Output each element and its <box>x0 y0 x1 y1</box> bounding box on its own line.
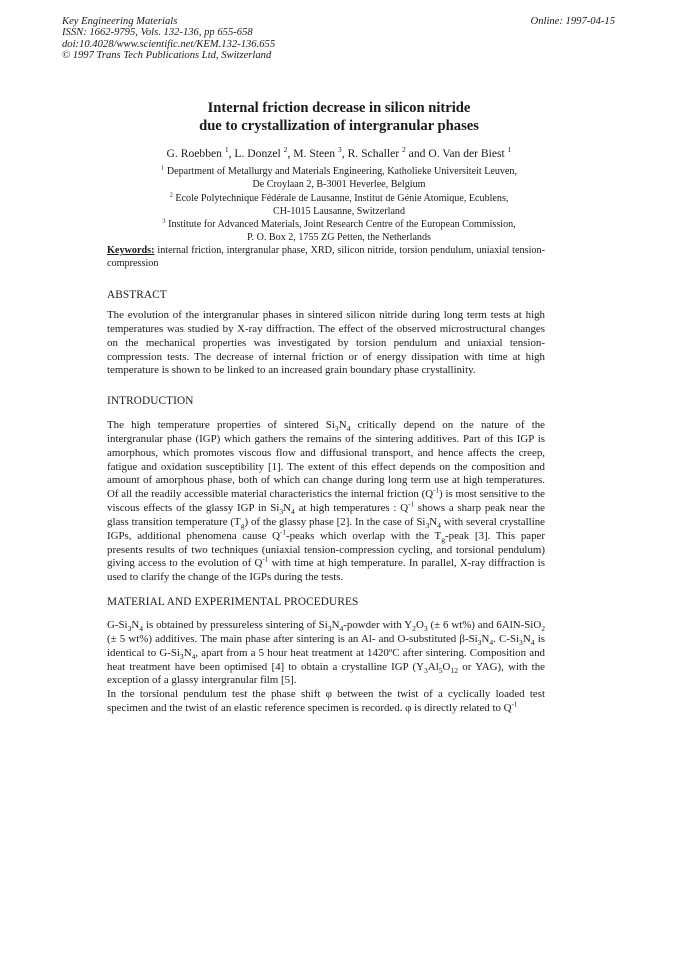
author-name: G. Roebben <box>166 147 222 160</box>
affiliation-3-address: P. O. Box 2, 1755 ZG Petten, the Netherlands <box>247 232 431 244</box>
materials-heading: MATERIAL AND EXPERIMENTAL PROCEDURES <box>107 596 359 608</box>
affiliation-2: $^2$ Ecole Polytechnique Fédérale de Lausanne, Institut de Génie Atomique, Ecublens, <box>169 191 509 204</box>
author-name: R. Schaller <box>347 147 400 160</box>
affiliations <box>0 165 678 245</box>
abstract-heading: ABSTRACT <box>107 289 167 301</box>
materials-paragraph-2: In the torsional pendulum test the phase shift φ between the twist of a cyclically loaded test specimen and the twist of an elastic reference specimen is recorded. φ is directly related to $Q^{-1}$ <box>107 688 545 715</box>
title-line-1: Internal friction decrease in silicon nitride <box>207 100 471 116</box>
copyright-line: © 1997 Trans Tech Publications Ltd, Switzerland <box>62 50 272 62</box>
doi-line: doi:10.4028/www.scientific.net/KEM.132-136.655 <box>62 38 276 50</box>
introduction-text: The high temperature properties of sintered $Si_3N_4$ critically depend on the nature of the intergranular phase (IGP) which gathers the remains of the sintering additives. Part of this IGP is amorphous, which promotes viscous flow and diffusional transport, and hence affects the creep, fatigue and oxidation susceptibility [1]. The extent of this effect depends on the composition and amount of amorphous phase, both of which can change during long term use at high temperatures. Of all the readily accessible material characteristics the internal friction $(Q^{-1})$ is most sensitive to the viscous effects of the glassy IGP in $Si_3N_4$ at high temperatures : $Q^{-1}$ shows a sharp peak near the glass transition temperature $(T_g)$ of the glassy phase [2]. In the case of $Si_3N_4$ with several crystalline IGPs, additional phenomena cause $Q^{-1}$-peaks which overlap with the $T_g$-peak [3]. This paper presents results of two techniques (uniaxial tension-compression cycling, and torsional pendulum) giving access to the evolution of $Q^{-1}$ with time at high temperature. In parallel, X-ray diffraction is used to clarify the change of the IGPs during the tests. <box>107 419 546 584</box>
materials-text: $G-Si_3N_4$ is obtained by pressureless sintering of $Si_3N_4$-powder with $Y_2O_3$ (± 6 wt%) and 6AlN-SiO$_2$ (± 5 wt%) additives. The main phase after sintering is an Al- and O-substituted $\beta-Si_3N_4$. $C-Si_3N_4$ is identical to $G-Si_3N_4$, apart from a 5 hour heat treatment at 1420ºC after sintering. Composition and heat treatment have been optimised [4] to obtain a crystalline IGP ($Y_3Al_5O_{12}$ or YAG), with the exception of a glassy intergranular film [5]. In the torsional pendulum test the phase shift φ between the twist of a cyclically loaded test specimen and the twist of an elastic reference specimen is recorded. φ is directly related to $Q^{-1}$ <box>107 619 545 715</box>
online-date: Online: 1997-04-15 <box>530 16 615 27</box>
paper-title <box>0 99 678 135</box>
keywords <box>107 244 545 270</box>
journal-header <box>62 16 275 62</box>
affiliation-2-address: CH-1015 Lausanne, Switzerland <box>272 205 406 217</box>
keywords-text: internal friction, intergranular phase, XRD, silicon nitride, torsion pendulum, uniaxial tension-compression <box>107 245 546 269</box>
introduction-heading: INTRODUCTION <box>107 395 194 407</box>
author-name: L. Donzel <box>234 147 281 160</box>
journal-name: Key Engineering Materials <box>62 16 178 27</box>
author-list: G. Roebben $^1$, L. Donzel $^2$, M. Steen $^3$, R. Schaller $^2$ and O. Van der Biest $^1$ <box>166 145 512 160</box>
title-line-2: due to crystallization of intergranular phases <box>199 118 479 134</box>
author-name: M. Steen <box>293 147 336 160</box>
affiliation-3: $^3$ Institute for Advanced Materials, Joint Research Centre of the European Commission, <box>162 217 516 231</box>
author-name: O. Van der Biest <box>428 147 505 160</box>
affiliation-1: $^1$ Department of Metallurgy and Materials Engineering, Katholieke Universiteit Leuven, <box>161 164 517 177</box>
keywords-label: Keywords: <box>107 245 155 256</box>
issn-line: ISSN: 1662-9795, Vols. 132-136, pp 655-658 <box>62 27 253 39</box>
affiliation-1-address: De Croylaan 2, B-3001 Heverlee, Belgium <box>252 179 426 191</box>
abstract-text: The evolution of the intergranular phases in sintered silicon nitride during long term tests at high temperatures was studied by X-ray diffraction. The effect of the observed microstructural changes on the mechanical properties was investigated by torsion pendulum and uniaxial tension-compression tests. The decrease of internal friction or of energy dissipation with time at high temperature is shown to be linked to an increased grain boundary phase crystallinity. <box>107 309 545 377</box>
